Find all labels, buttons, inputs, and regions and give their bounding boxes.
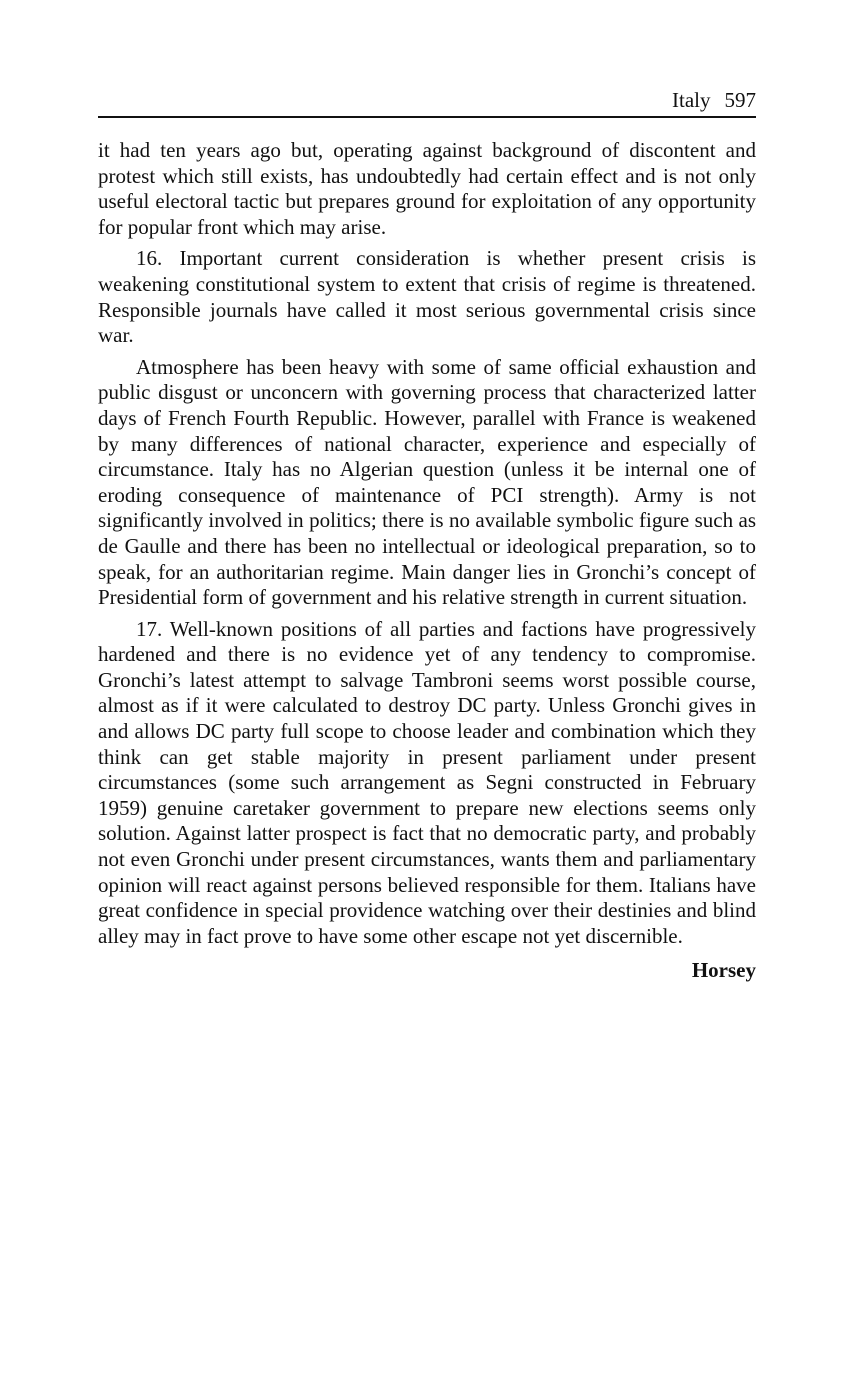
page-number: 597 <box>724 88 756 112</box>
running-title: Italy <box>672 88 711 112</box>
paragraph-continued: it had ten years ago but, operating against background of discontent and protest which still exists, has undoubtedly had certain effect and is not only useful electoral tactic but prepares ground for exploitation of any opportunity for popular front which may arise. <box>98 138 756 239</box>
paragraph-17: 17. Well-known positions of all parties and factions have progressively hardened and there is no evidence yet of any tendency to compromise. Gronchi’s latest attempt to salvage Tambroni seems worst possible course, almost as if it were calculated to destroy DC party. Unless Gronchi gives in and allows DC party full scope to choose leader and combination which they think can get stable majority in present parliament under present circumstances (some such arrangement as Segni constructed in February 1959) genuine caretaker government to prepare new elections seems only solution. Against latter prospect is fact that no democratic party, and probably not even Gronchi under present circumstances, wants them and parliamentary opinion will react against persons believed responsible for them. Italians have great confidence in special providence watching over their destinies and blind alley may in fact prove to have some other escape not yet discernible. <box>98 616 756 948</box>
paragraph-atmosphere: Atmosphere has been heavy with some of same official exhaustion and public disgust or unconcern with governing process that characterized latter days of French Fourth Republic. However, parallel with France is weakened by many differences of national character, experience and especially of circumstance. Italy has no Algerian question (unless it be internal one of eroding consequence of maintenance of PCI strength). Army is not significantly involved in politics; there is no available symbolic figure such as de Gaulle and there has been no intellectual or ideological preparation, so to speak, for an authoritarian regime. Main danger lies in Gronchi’s concept of Presidential form of government and his relative strength in current situation. <box>98 354 756 610</box>
paragraph-16: 16. Important current consideration is whether present crisis is weakening constitutional system to extent that crisis of regime is threatened. Responsible journals have called it most serious governmental crisis since war. <box>98 246 756 348</box>
document-page <box>98 86 756 983</box>
running-header <box>98 86 756 118</box>
document-body <box>98 138 756 949</box>
signature: Horsey <box>691 958 756 983</box>
